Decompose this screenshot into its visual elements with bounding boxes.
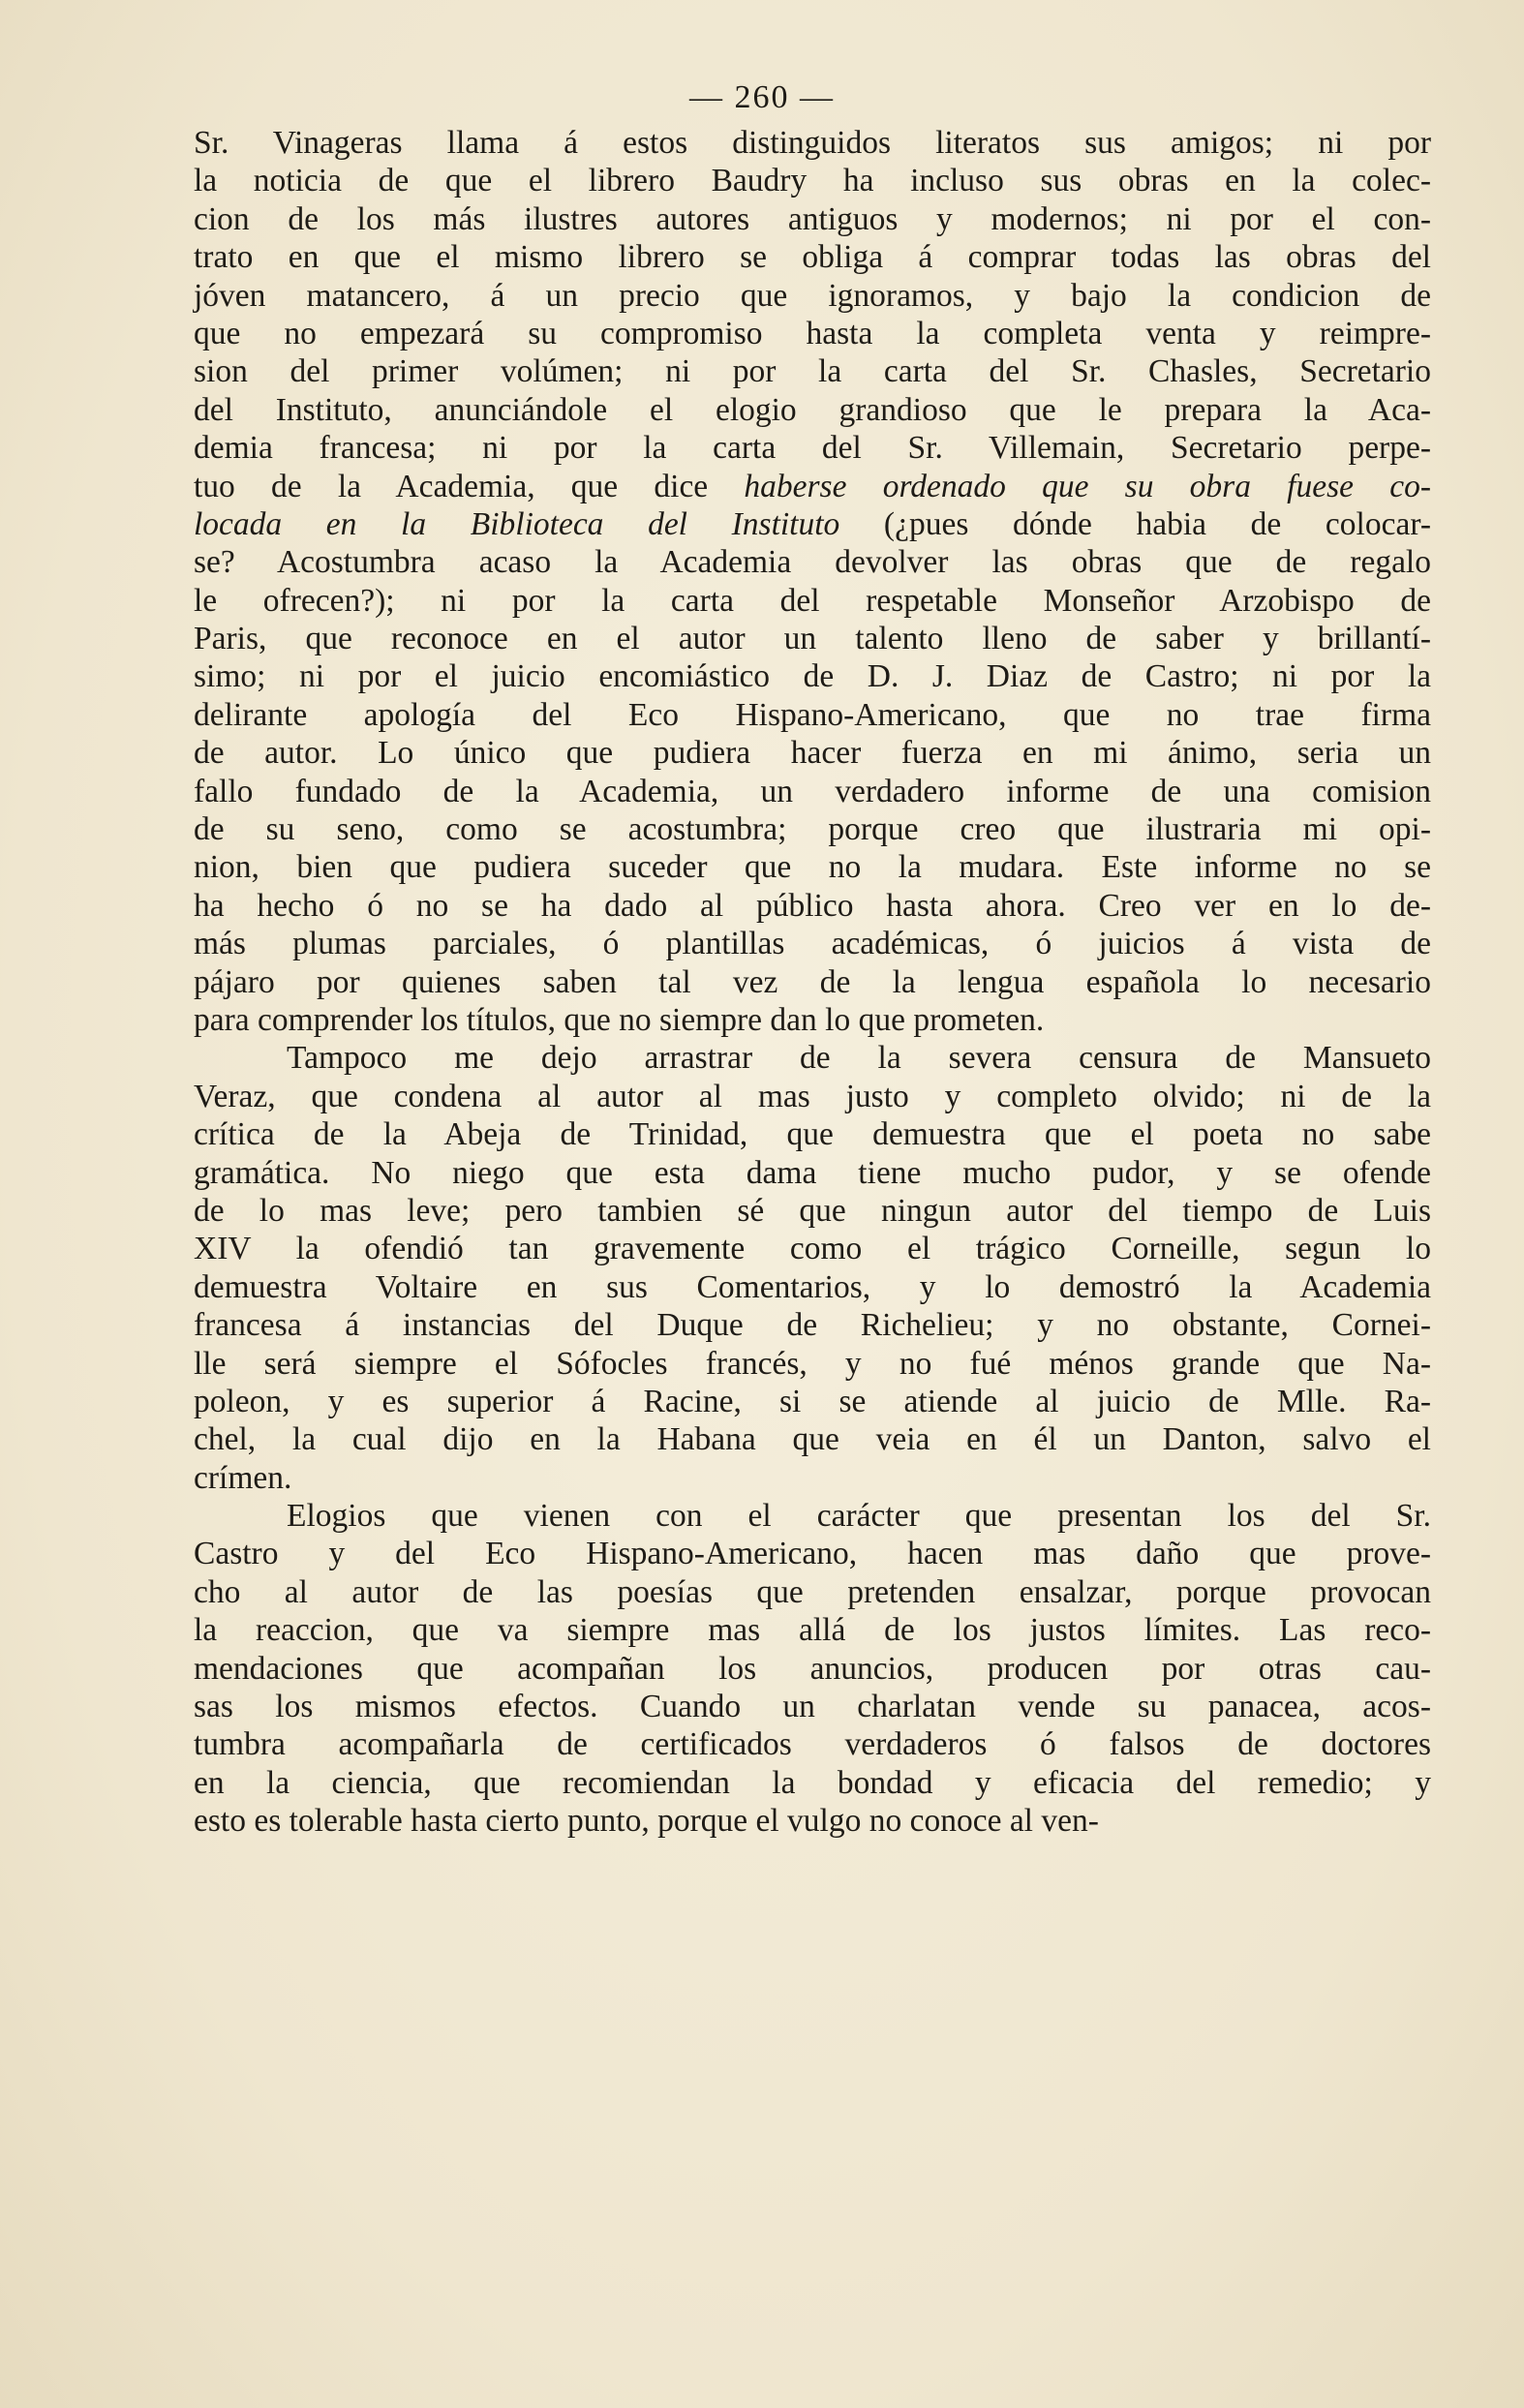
text-run: tuo de la Academia, que dice bbox=[194, 468, 745, 504]
text-line: de lo mas leve; pero tambien sé que ningun autor del tiempo de Luis bbox=[194, 1192, 1431, 1229]
page-number: — 260 — bbox=[689, 79, 835, 115]
text-line: gramática. No niego que esta dama tiene mucho pudor, y se ofende bbox=[194, 1154, 1431, 1191]
text-line: fallo fundado de la Academia, un verdadero informe de una comision bbox=[194, 773, 1431, 809]
text-line: sas los mismos efectos. Cuando un charlatan vende su panacea, acos- bbox=[194, 1689, 1431, 1725]
text-line: demuestra Voltaire en sus Comentarios, y lo demostró la Academia bbox=[194, 1268, 1431, 1305]
text-line: cion de los más ilustres autores antiguos y modernos; ni por el con- bbox=[194, 200, 1431, 237]
text-line: tumbra acompañarla de certificados verdaderos ó falsos de doctores bbox=[194, 1726, 1431, 1763]
italic-quote: locada en la Biblioteca del Instituto bbox=[194, 505, 840, 542]
text-line: le ofrecen?); ni por la carta del respetable Monseñor Arzobispo de bbox=[194, 582, 1431, 619]
text-line: Tampoco me dejo arrastrar de la severa censura de Mansueto bbox=[287, 1040, 1431, 1077]
text-line: Paris, que reconoce en el autor un talento lleno de saber y brillantí- bbox=[194, 621, 1431, 657]
italic-quote: haberse ordenado que su obra fuese co- bbox=[744, 468, 1431, 504]
text-line: nion, bien que pudiera suceder que no la mudara. Este informe no se bbox=[194, 849, 1431, 886]
text-run: (¿pues dónde habia de colocar- bbox=[839, 505, 1431, 542]
text-line: de su seno, como se acostumbra; porque creo que ilustraria mi opi- bbox=[194, 811, 1431, 848]
text-line: jóven matancero, á un precio que ignoramos, y bajo la condicion de bbox=[194, 277, 1431, 314]
text-line: mendaciones que acompañan los anuncios, producen por otras cau- bbox=[194, 1650, 1431, 1687]
text-line: en la ciencia, que recomiendan la bondad y eficacia del remedio; y bbox=[194, 1764, 1431, 1801]
text-line: crímen. bbox=[194, 1459, 292, 1496]
text-line: poleon, y es superior á Racine, si se atiende al juicio de Mlle. Ra- bbox=[194, 1383, 1431, 1419]
text-line: ha hecho ó no se ha dado al público hasta ahora. Creo ver en lo de- bbox=[194, 887, 1431, 924]
text-line: pájaro por quienes saben tal vez de la lengua española lo necesario bbox=[194, 963, 1431, 1000]
paragraph bbox=[194, 1039, 1431, 1497]
text-line: crítica de la Abeja de Trinidad, que demuestra que el poeta no sabe bbox=[194, 1116, 1431, 1153]
text-line: delirante apología del Eco Hispano-Americano, que no trae firma bbox=[194, 696, 1431, 733]
text-line: de autor. Lo único que pudiera hacer fuerza en mi ánimo, seria un bbox=[194, 735, 1431, 772]
text-line bbox=[194, 468, 1431, 505]
text-line: para comprender los títulos, que no siempre dan lo que prometen. bbox=[194, 1001, 1045, 1038]
text-line: más plumas parciales, ó plantillas académicas, ó juicios á vista de bbox=[194, 926, 1431, 962]
text-line: la reaccion, que va siempre mas allá de los justos límites. Las reco- bbox=[194, 1612, 1431, 1649]
text-line: lle será siempre el Sófocles francés, y no fué ménos grande que Na- bbox=[194, 1345, 1431, 1382]
paragraph bbox=[194, 124, 1431, 1039]
text-line: la noticia de que el librero Baudry ha incluso sus obras en la colec- bbox=[194, 163, 1431, 199]
text-line: del Instituto, anunciándole el elogio grandioso que le prepara la Aca- bbox=[194, 391, 1431, 428]
text-line: Veraz, que condena al autor al mas justo y completo olvido; ni de la bbox=[194, 1078, 1431, 1114]
paragraph bbox=[194, 1497, 1431, 1841]
text-line: Sr. Vinageras llama á estos distinguidos literatos sus amigos; ni por bbox=[194, 125, 1431, 161]
body-text bbox=[194, 124, 1431, 1841]
text-line: chel, la cual dijo en la Habana que veia en él un Danton, salvo el bbox=[194, 1421, 1431, 1458]
text-line: esto es tolerable hasta cierto punto, porque el vulgo no conoce al ven- bbox=[194, 1803, 1099, 1840]
text-line: cho al autor de las poesías que pretenden ensalzar, porque provocan bbox=[194, 1573, 1431, 1610]
text-line: francesa á instancias del Duque de Richelieu; y no obstante, Cornei- bbox=[194, 1307, 1431, 1344]
text-line: que no empezará su compromiso hasta la completa venta y reimpre- bbox=[194, 315, 1431, 351]
text-line: se? Acostumbra acaso la Academia devolver las obras que de regalo bbox=[194, 544, 1431, 581]
text-line: demia francesa; ni por la carta del Sr. Villemain, Secretario perpe- bbox=[194, 430, 1431, 467]
text-line: sion del primer volúmen; ni por la carta del Sr. Chasles, Secretario bbox=[194, 353, 1431, 390]
text-line bbox=[194, 505, 1431, 543]
text-line: trato en que el mismo librero se obliga á comprar todas las obras del bbox=[194, 239, 1431, 276]
text-line: Castro y del Eco Hispano-Americano, hacen mas daño que prove- bbox=[194, 1536, 1431, 1572]
text-line: Elogios que vienen con el carácter que presentan los del Sr. bbox=[287, 1498, 1431, 1535]
text-line: simo; ni por el juicio encomiástico de D. J. Diaz de Castro; ni por la bbox=[194, 658, 1431, 695]
text-line: XIV la ofendió tan gravemente como el trágico Corneille, segun lo bbox=[194, 1231, 1431, 1267]
